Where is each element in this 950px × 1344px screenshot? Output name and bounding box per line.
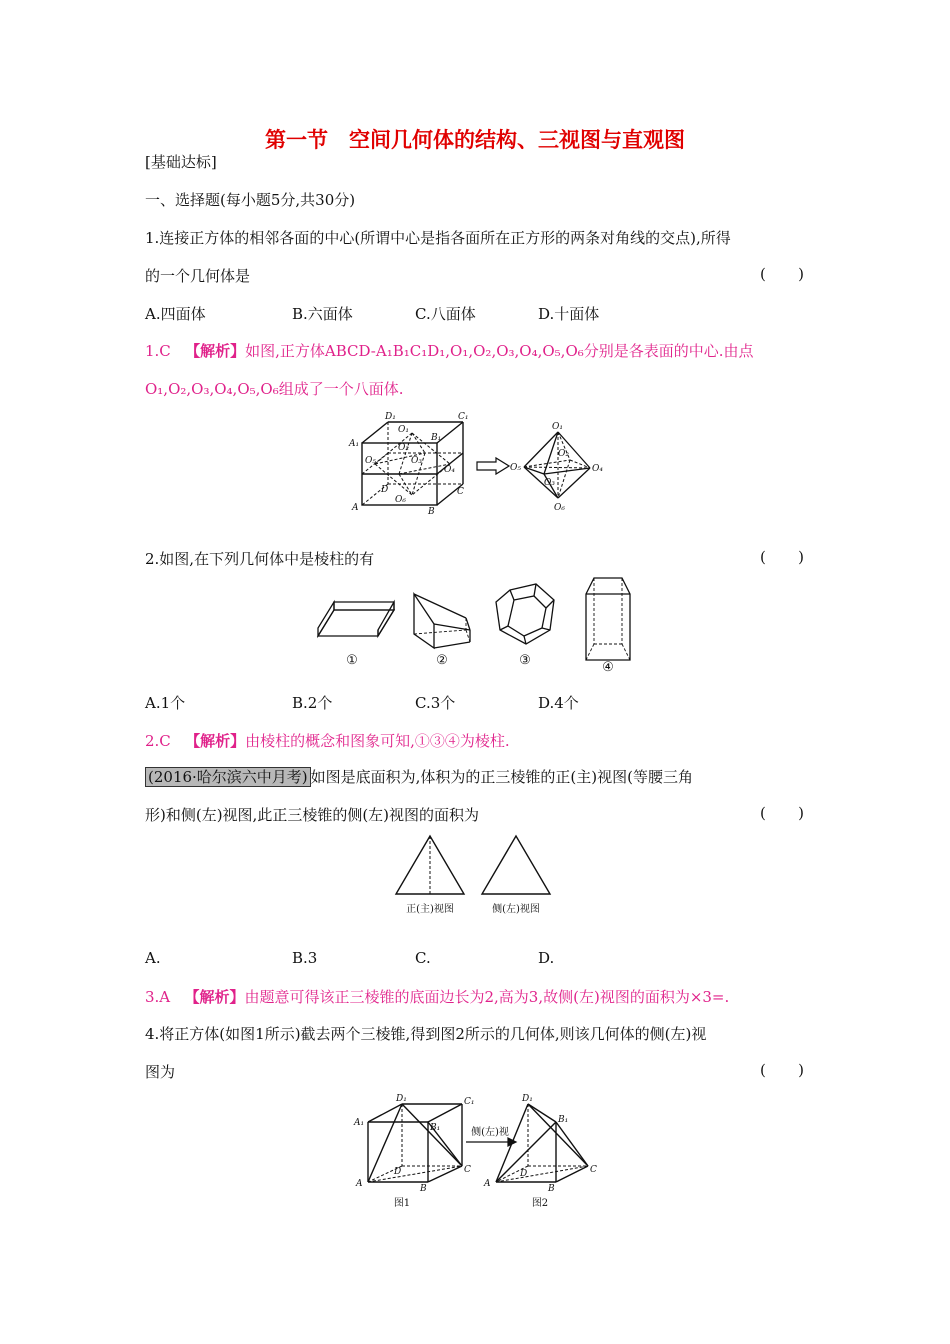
arrow-icon — [476, 457, 510, 475]
q3-views-figure — [392, 832, 562, 922]
svg-text:B₁: B₁ — [558, 1115, 569, 1125]
q2-answer: 2.C 【解析】由棱柱的概念和图象可知,①③④为棱柱. — [145, 732, 510, 750]
svg-text:O₆: O₆ — [395, 495, 406, 505]
q3-option-a: A. — [145, 949, 161, 967]
svg-text:C: C — [590, 1165, 597, 1175]
q1-answer-line2: O₁,O₂,O₃,O₄,O₅,O₆组成了一个八面体. — [145, 380, 404, 398]
svg-text:正(主)视图: 正(主)视图 — [406, 904, 454, 915]
svg-text:C₁: C₁ — [458, 412, 469, 422]
svg-text:O₄: O₄ — [592, 464, 603, 474]
page-title: 第一节 空间几何体的结构、三视图与直观图 — [265, 127, 685, 152]
svg-text:A₁: A₁ — [349, 439, 360, 449]
svg-text:C₁: C₁ — [464, 1097, 475, 1107]
q3-option-c: C. — [415, 949, 431, 967]
svg-text:O₅: O₅ — [510, 463, 521, 473]
svg-text:D: D — [394, 1167, 402, 1177]
q2-option-c: C.3个 — [415, 694, 456, 712]
svg-text:侧(左)视图: 侧(左)视图 — [492, 904, 540, 915]
q3-answer-blank: ( ) — [760, 804, 804, 822]
svg-text:A: A — [352, 503, 359, 513]
svg-text:D₁: D₁ — [522, 1094, 533, 1104]
svg-text:O₃: O₃ — [411, 456, 422, 466]
q3-stem-line1: (2016·哈尔滨六中月考) 如图是底面积为,体积为的正三棱锥的正(主)视图(等腰三角 — [145, 766, 693, 787]
q2-option-d: D.4个 — [538, 694, 579, 712]
q1-stem-line2: 的一个几何体是 — [145, 267, 251, 285]
svg-text:③: ③ — [519, 653, 531, 668]
svg-text:B₁: B₁ — [431, 433, 442, 443]
q4-figure — [350, 1094, 610, 1212]
q4-answer-blank: ( ) — [760, 1061, 804, 1079]
svg-text:A: A — [484, 1179, 491, 1189]
q3-source-badge: (2016·哈尔滨六中月考) — [145, 767, 311, 787]
q1-option-b: B.六面体 — [292, 305, 353, 323]
svg-text:B: B — [428, 507, 435, 517]
q2-option-b: B.2个 — [292, 694, 333, 712]
q2-answer-blank: ( ) — [760, 548, 804, 566]
svg-text:O₃: O₃ — [544, 478, 555, 488]
q2-solids-figure — [310, 572, 650, 675]
svg-text:D: D — [381, 485, 389, 495]
svg-text:B₁: B₁ — [430, 1123, 441, 1133]
svg-text:B: B — [420, 1184, 427, 1194]
svg-text:O₅: O₅ — [365, 456, 376, 466]
q2-stem: 2.如图,在下列几何体中是棱柱的有 — [145, 550, 375, 568]
svg-text:②: ② — [436, 653, 448, 668]
svg-text:①: ① — [346, 653, 358, 668]
q1-answer-line1: 1.C 【解析】如图,正方体ABCD-A₁B₁C₁D₁,O₁,O₂,O₃,O₄,O₅,O₆分别是各表面的中心.由点 — [145, 342, 754, 360]
q1-stem-line1: 1.连接正方体的相邻各面的中心(所谓中心是指各面所在正方形的两条对角线的交点),所得 — [145, 229, 731, 247]
q3-stem-line2: 形)和侧(左)视图,此正三棱锥的侧(左)视图的面积为 — [145, 806, 480, 824]
q4-stem-line1: 4.将正方体(如图1所示)截去两个三棱锥,得到图2所示的几何体,则该几何体的侧(左)视 — [145, 1025, 707, 1043]
q4-stem-line2: 图为 — [145, 1063, 176, 1081]
q1-option-d: D.十面体 — [538, 305, 600, 323]
svg-text:D: D — [520, 1169, 528, 1179]
svg-text:④: ④ — [602, 660, 614, 675]
q3-option-b: B.3 — [292, 949, 318, 967]
svg-text:O₂: O₂ — [558, 449, 569, 459]
q1-option-c: C.八面体 — [415, 305, 476, 323]
part-heading: 一、选择题(每小题5分,共30分) — [145, 191, 356, 209]
section-label: [基础达标] — [145, 153, 217, 171]
svg-text:O₁: O₁ — [552, 422, 563, 432]
svg-text:侧(左)视: 侧(左)视 — [471, 1127, 509, 1138]
svg-text:图2: 图2 — [531, 1198, 549, 1209]
q3-option-d: D. — [538, 949, 555, 967]
svg-text:D₁: D₁ — [396, 1094, 407, 1104]
svg-text:B: B — [548, 1184, 555, 1194]
q1-answer-blank: ( ) — [760, 265, 804, 283]
svg-text:C: C — [457, 487, 464, 497]
q2-option-a: A.1个 — [145, 694, 186, 712]
q1-option-a: A.四面体 — [145, 305, 206, 323]
svg-text:图1: 图1 — [393, 1198, 411, 1209]
q1-cube-figure — [345, 410, 475, 520]
q1-octahedron-figure — [510, 422, 605, 514]
svg-text:O₆: O₆ — [554, 503, 565, 513]
svg-text:C: C — [464, 1165, 471, 1175]
q3-answer: 3.A 【解析】由题意可得该正三棱锥的底面边长为2,高为3,故侧(左)视图的面积为×3=. — [145, 988, 730, 1006]
svg-text:D₁: D₁ — [385, 412, 396, 422]
svg-text:O₁: O₁ — [398, 425, 409, 435]
svg-text:A: A — [356, 1179, 363, 1189]
svg-text:O₄: O₄ — [444, 465, 455, 475]
svg-text:A₁: A₁ — [354, 1118, 365, 1128]
svg-text:O₂: O₂ — [398, 443, 409, 453]
